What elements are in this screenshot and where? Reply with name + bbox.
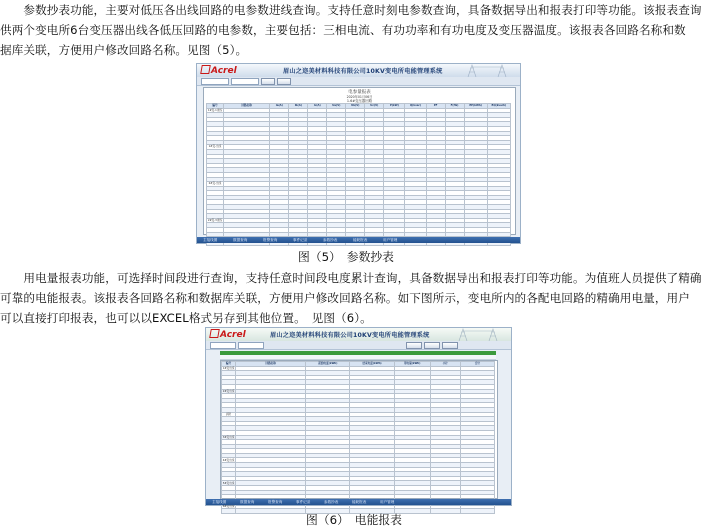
report-title: 电参量报表 [348, 90, 371, 95]
column-header: EP(kWh) [464, 104, 487, 109]
paragraph-energy-report [0, 268, 714, 328]
status-nav-item[interactable]: 报警查询 [268, 499, 283, 504]
window-title: 眉山之迩美材料科技有限公司10KV变电所电能管理系统 [270, 332, 430, 339]
paragraph-line: 可靠的电能报表。该报表各回路名称和数据库关联，方便用户修改回路名称。如下图所示，变电所内的各配电回路的精确用电量，用户 [0, 291, 690, 305]
status-nav-item[interactable]: 能耗报表 [352, 499, 367, 504]
acrel-logo: Acrel [201, 65, 237, 76]
column-header: 回路名称 [236, 362, 306, 367]
column-header: 编号 [222, 362, 236, 367]
table-cell [222, 509, 236, 514]
app-header [206, 328, 511, 342]
date-end-input[interactable] [238, 342, 264, 349]
figure-5-screenshot [196, 63, 521, 244]
column-header: Ic(A) [308, 104, 327, 109]
figure-6-caption: 图（6） 电能报表 [306, 513, 402, 527]
status-nav-item[interactable]: 事件记录 [293, 237, 308, 242]
figure-5-caption: 图（5） 参数抄表 [298, 250, 394, 264]
paragraph-meter-reading [0, 0, 714, 60]
status-bar [197, 237, 520, 243]
status-nav-item[interactable]: 参数抄表 [324, 499, 339, 504]
table-cell [430, 509, 460, 514]
report-sheet [203, 87, 516, 235]
report-subtitle: 1.6#变压器回路 [346, 99, 373, 103]
status-nav-item[interactable]: 报警查询 [263, 237, 278, 242]
export-button[interactable] [277, 78, 291, 85]
acrel-logo: Acrel [210, 329, 246, 340]
table-cell: 2#变-出线 [207, 182, 224, 187]
column-header: 用电量(kWh) [394, 362, 430, 367]
paragraph-line: 用电量报表功能，可选择时间段进行查询，支持任意时间段电度累计查询，具备数据导出和报表打印等功能。为值班人员提供了精确 [0, 271, 702, 285]
paragraph-line: 供两个变电所6台变压器出线各低压回路的电参数，主要包括：三相电流、有功功率和有功电度及变压器温度。该报表各回路名称和数 [0, 23, 686, 37]
toolbar [206, 341, 511, 350]
column-header: 编号 [207, 104, 224, 109]
power-tower-icon [449, 328, 509, 341]
report-date: 2020年01月06日 [346, 95, 373, 99]
table-cell [236, 509, 306, 514]
energy-table [221, 361, 495, 514]
column-header: F(Hz) [445, 104, 464, 109]
status-nav-item[interactable]: 参数抄表 [323, 237, 338, 242]
column-header: EQ(kvarh) [487, 104, 510, 109]
status-nav-item[interactable]: 主接线图 [212, 499, 227, 504]
status-nav-item[interactable]: 用户管理 [383, 237, 398, 242]
export-button[interactable] [424, 342, 440, 349]
column-header: Ub(V) [346, 104, 365, 109]
column-header: Ua(V) [327, 104, 346, 109]
paragraph-line: 可以直接打印报表，也可以以EXCEL格式另存到其他位置。 见图（6）。 [0, 311, 372, 325]
table-cell: 1#变出线 [222, 366, 235, 370]
status-nav-item[interactable]: 事件记录 [296, 499, 311, 504]
table-cell: 6#变出线 [222, 504, 235, 508]
status-nav-item[interactable]: 能耗报表 [353, 237, 368, 242]
table-cell: 1#变-1进线 [207, 108, 223, 112]
status-nav-item[interactable]: 数据查询 [233, 237, 248, 242]
table-cell: 4#变出线 [222, 458, 235, 462]
column-header: P(kW) [384, 104, 405, 109]
table-cell: 2#变出线 [222, 389, 235, 393]
column-header: Uc(V) [365, 104, 384, 109]
column-header: Ia(A) [270, 104, 289, 109]
table-cell: 消防 [222, 412, 236, 417]
date-end-input[interactable] [231, 78, 259, 85]
parameter-table [206, 103, 511, 246]
figure-6-screenshot [205, 327, 512, 506]
paragraph-line: 据库关联，方便用户修改回路名称。见图（5）。 [0, 43, 248, 57]
print-button[interactable] [442, 342, 458, 349]
table-cell: 3#变出线 [222, 435, 235, 439]
date-start-input[interactable] [210, 342, 236, 349]
column-header: 结束电度(kWh) [350, 362, 394, 367]
query-button[interactable] [406, 342, 422, 349]
column-header: Q(kvar) [405, 104, 426, 109]
table-cell: 2#变-3进线 [207, 218, 223, 222]
column-header: 回路名称 [223, 104, 269, 109]
date-start-input[interactable] [201, 78, 229, 85]
query-button[interactable] [261, 78, 275, 85]
column-header: 起始电度(kWh) [306, 362, 350, 367]
column-header: 小计 [430, 362, 460, 367]
toolbar [197, 77, 520, 86]
status-bar [206, 499, 511, 505]
paragraph-line: 参数抄表功能，主要对低压各出线回路的电参数进线查询。支持任意时刻电参数查询，具备数据导出和报表打印等功能。该报表查询 [0, 3, 702, 17]
table-cell: 1#变-出线 [207, 145, 224, 150]
table-cell [460, 509, 494, 514]
status-nav-item[interactable]: 主接线图 [203, 237, 218, 242]
column-header: PF [426, 104, 445, 109]
column-header: Ib(A) [289, 104, 308, 109]
status-nav-item[interactable]: 数据查询 [240, 499, 255, 504]
power-tower-icon [458, 64, 518, 77]
column-header: 合计 [460, 362, 494, 367]
table-cell: 5#变出线 [222, 481, 235, 485]
window-title: 眉山之迩美材料科技有限公司10KV变电所电能管理系统 [283, 68, 443, 75]
app-header [197, 64, 520, 78]
status-nav-item[interactable]: 用户管理 [380, 499, 395, 504]
